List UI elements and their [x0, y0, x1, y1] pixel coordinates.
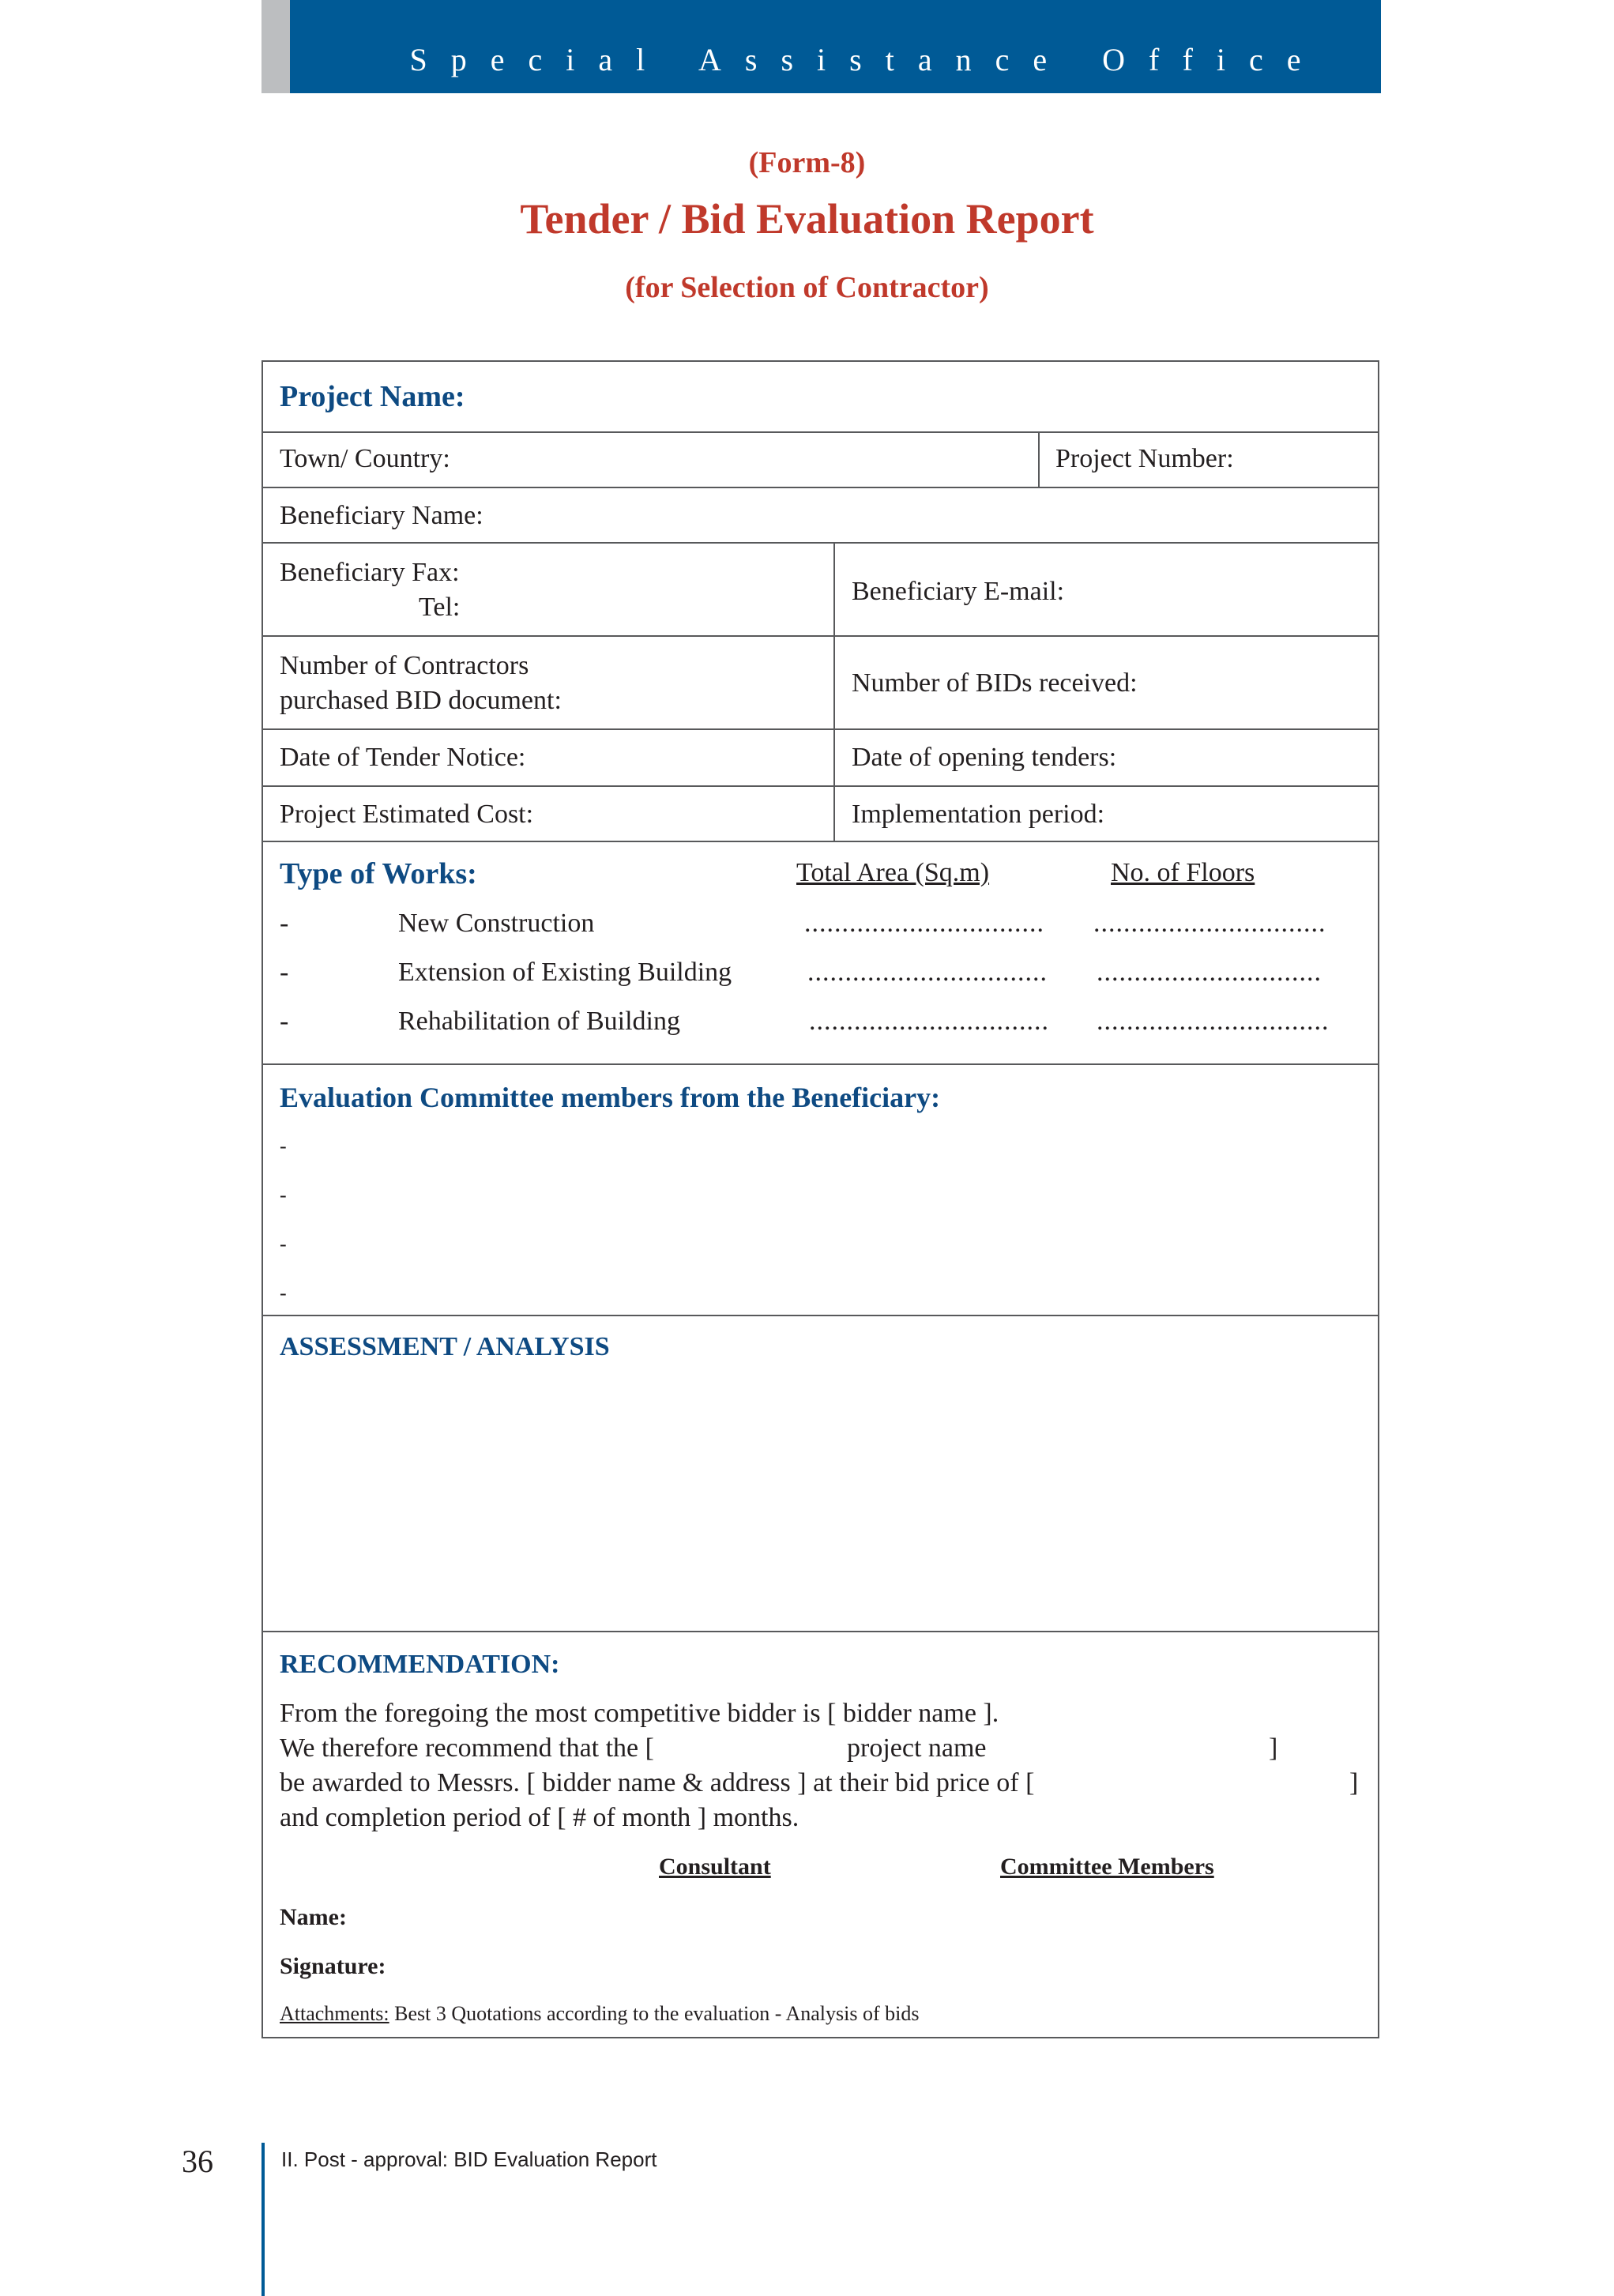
page-number: 36: [182, 2144, 213, 2179]
divider: [261, 635, 1379, 637]
column-divider: [833, 542, 835, 841]
form-number: (Form-8): [748, 146, 866, 179]
works-row-dash: -: [280, 958, 289, 987]
works-row-area[interactable]: ................................: [804, 909, 1044, 938]
field-estimated-cost[interactable]: Project Estimated Cost:: [280, 800, 534, 829]
consultant-label: Consultant: [659, 1854, 771, 1880]
works-row-area[interactable]: ................................: [807, 958, 1048, 987]
works-row-label: Extension of Existing Building: [398, 958, 732, 987]
divider: [261, 542, 1379, 544]
header-accent-bar: [261, 0, 290, 93]
committee-item[interactable]: -: [280, 1184, 287, 1206]
divider: [261, 487, 1379, 488]
committee-item[interactable]: -: [280, 1233, 287, 1255]
assessment-heading: ASSESSMENT / ANALYSIS: [280, 1332, 610, 1361]
field-bids-received[interactable]: Number of BIDs received:: [852, 668, 1138, 698]
recommendation-line2b: project name: [847, 1733, 987, 1763]
works-row-floors[interactable]: ..............................: [1097, 958, 1322, 987]
divider: [261, 1063, 1379, 1065]
divider: [261, 431, 1379, 433]
attachments-label: Attachments:: [280, 2002, 389, 2025]
recommendation-line2a: We therefore recommend that the [: [280, 1733, 654, 1763]
works-col-floors: No. of Floors: [1111, 858, 1255, 887]
recommendation-heading: RECOMMENDATION:: [280, 1650, 560, 1679]
works-row-floors[interactable]: ...............................: [1097, 1007, 1330, 1036]
works-heading: Type of Works:: [280, 857, 477, 890]
recommendation-line1: From the foregoing the most competitive bidder is [ bidder name ].: [280, 1699, 999, 1728]
works-row-floors[interactable]: ...............................: [1093, 909, 1326, 938]
works-col-area: Total Area (Sq.m): [796, 858, 990, 887]
field-project-number[interactable]: Project Number:: [1055, 444, 1234, 473]
page-title: Tender / Bid Evaluation Report: [520, 195, 1094, 243]
footer-rule: [261, 2143, 265, 2296]
works-row-dash: -: [280, 1007, 289, 1036]
field-date-opening[interactable]: Date of opening tenders:: [852, 743, 1117, 772]
divider: [261, 841, 1379, 842]
field-signature[interactable]: Signature:: [280, 1953, 386, 1979]
committee-item[interactable]: -: [280, 1282, 287, 1304]
field-beneficiary-fax[interactable]: Beneficiary Fax:: [280, 558, 460, 587]
committee-item[interactable]: -: [280, 1135, 287, 1157]
field-town-country[interactable]: Town/ Country:: [280, 444, 450, 473]
works-row-label: New Construction: [398, 909, 595, 938]
assessment-area[interactable]: [280, 1375, 1362, 1612]
header-office-name: Special Assistance Office: [409, 42, 1325, 77]
column-divider: [1038, 431, 1040, 487]
divider: [261, 1631, 1379, 1632]
field-beneficiary-email[interactable]: Beneficiary E-mail:: [852, 577, 1065, 606]
attachments-note: [280, 2002, 919, 2026]
field-project-name[interactable]: Project Name:: [280, 380, 465, 413]
recommendation-line4: and completion period of [ # of month ] months.: [280, 1803, 799, 1832]
field-date-tender-notice[interactable]: Date of Tender Notice:: [280, 743, 526, 772]
committee-members-label: Committee Members: [1000, 1854, 1214, 1880]
field-beneficiary-name[interactable]: Beneficiary Name:: [280, 501, 483, 530]
field-contractors-line2[interactable]: purchased BID document:: [280, 686, 562, 715]
recommendation-line2c: ]: [1269, 1733, 1278, 1763]
field-tel[interactable]: Tel:: [419, 593, 461, 622]
page-subtitle: (for Selection of Contractor): [625, 271, 989, 304]
attachments-text: Best 3 Quotations according to the evaluation - Analysis of bids: [389, 2002, 920, 2025]
committee-heading: Evaluation Committee members from the Beneficiary:: [280, 1082, 941, 1113]
recommendation-line3b: ]: [1349, 1768, 1359, 1797]
works-row-area[interactable]: ................................: [809, 1007, 1049, 1036]
recommendation-line3a: be awarded to Messrs. [ bidder name & address ] at their bid price of [: [280, 1768, 1035, 1797]
footer-section: II. Post - approval: BID Evaluation Report: [281, 2147, 657, 2171]
divider: [261, 1315, 1379, 1316]
divider: [261, 728, 1379, 730]
field-implementation-period[interactable]: Implementation period:: [852, 800, 1105, 829]
works-row-label: Rehabilitation of Building: [398, 1007, 680, 1036]
divider: [261, 785, 1379, 787]
field-contractors-line1: Number of Contractors: [280, 651, 529, 680]
field-name[interactable]: Name:: [280, 1904, 347, 1930]
works-row-dash: -: [280, 909, 289, 938]
